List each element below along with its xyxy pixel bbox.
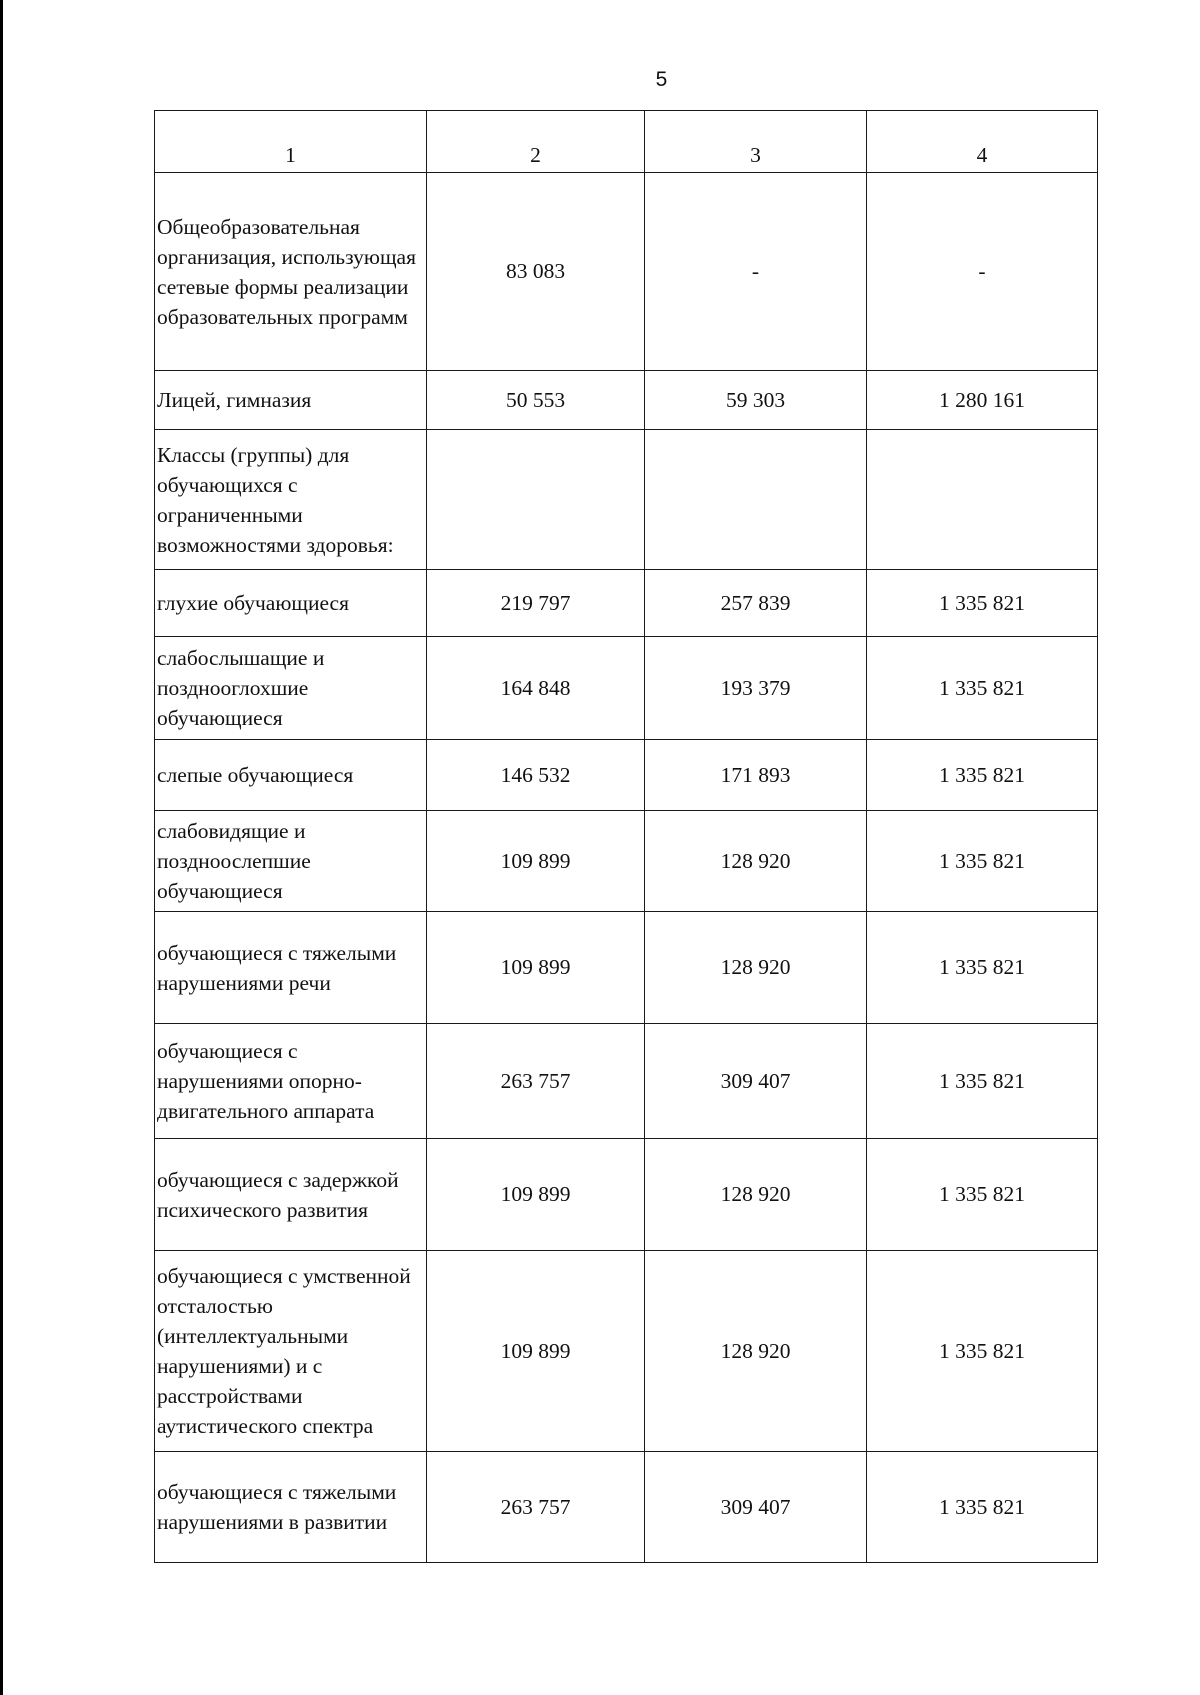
column-header: 3 [645,111,867,173]
table-header-row [155,111,1098,173]
row-label: Классы (группы) для обучающихся с ограниченными возможностями здоровья: [155,430,427,570]
cell-col4: 1 335 821 [867,740,1098,811]
cell-col4: 1 335 821 [867,1139,1098,1251]
cell-col3: 309 407 [645,1024,867,1139]
page-edge-line [0,0,3,1695]
cell-col2: 83 083 [427,173,645,371]
row-label: слабослышащие и позднооглохшие обучающиеся [155,637,427,740]
cell-col2: 263 757 [427,1024,645,1139]
table-row [155,430,1098,570]
table-row [155,1139,1098,1251]
table-row [155,570,1098,637]
cell-col2: 109 899 [427,1251,645,1452]
cell-col4: 1 335 821 [867,637,1098,740]
cell-col2: 146 532 [427,740,645,811]
row-label: обучающиеся с задержкой психического развития [155,1139,427,1251]
cell-col4: - [867,173,1098,371]
cell-col4: 1 335 821 [867,570,1098,637]
data-table [154,110,1098,1563]
cell-col2: 164 848 [427,637,645,740]
table-row [155,811,1098,912]
row-label: обучающиеся с умственной отсталостью (интеллектуальными нарушениями) и с расстройствами аутистического спектра [155,1251,427,1452]
cell-col3: 128 920 [645,912,867,1024]
row-label: Лицей, гимназия [155,371,427,430]
table-row [155,1452,1098,1563]
table-row [155,637,1098,740]
cell-col2: 219 797 [427,570,645,637]
row-label: обучающиеся с нарушениями опорно-двигательного аппарата [155,1024,427,1139]
table-row [155,1024,1098,1139]
cell-col3 [645,430,867,570]
cell-col3: 128 920 [645,811,867,912]
table-row [155,371,1098,430]
cell-col4: 1 280 161 [867,371,1098,430]
column-header: 4 [867,111,1098,173]
table-row [155,912,1098,1024]
cell-col4: 1 335 821 [867,1452,1098,1563]
page-number: 5 [655,68,668,91]
cell-col4: 1 335 821 [867,811,1098,912]
cell-col4: 1 335 821 [867,912,1098,1024]
cell-col2: 109 899 [427,811,645,912]
row-label: обучающиеся с тяжелыми нарушениями речи [155,912,427,1024]
row-label: обучающиеся с тяжелыми нарушениями в развитии [155,1452,427,1563]
cell-col3: 171 893 [645,740,867,811]
column-header: 2 [427,111,645,173]
cell-col2: 263 757 [427,1452,645,1563]
row-label: слабовидящие и поздноослепшие обучающиеся [155,811,427,912]
table-row [155,1251,1098,1452]
row-label: Общеобразовательная организация, использующая сетевые формы реализации образовательных программ [155,173,427,371]
cell-col2: 50 553 [427,371,645,430]
cell-col3: 193 379 [645,637,867,740]
cell-col3: 257 839 [645,570,867,637]
cell-col4 [867,430,1098,570]
cell-col3: - [645,173,867,371]
column-header: 1 [155,111,427,173]
cell-col2: 109 899 [427,912,645,1024]
cell-col4: 1 335 821 [867,1251,1098,1452]
cell-col2 [427,430,645,570]
row-label: глухие обучающиеся [155,570,427,637]
table-row [155,173,1098,371]
cell-col3: 128 920 [645,1251,867,1452]
cell-col3: 309 407 [645,1452,867,1563]
table-row [155,740,1098,811]
row-label: слепые обучающиеся [155,740,427,811]
cell-col2: 109 899 [427,1139,645,1251]
cell-col4: 1 335 821 [867,1024,1098,1139]
cell-col3: 59 303 [645,371,867,430]
cell-col3: 128 920 [645,1139,867,1251]
